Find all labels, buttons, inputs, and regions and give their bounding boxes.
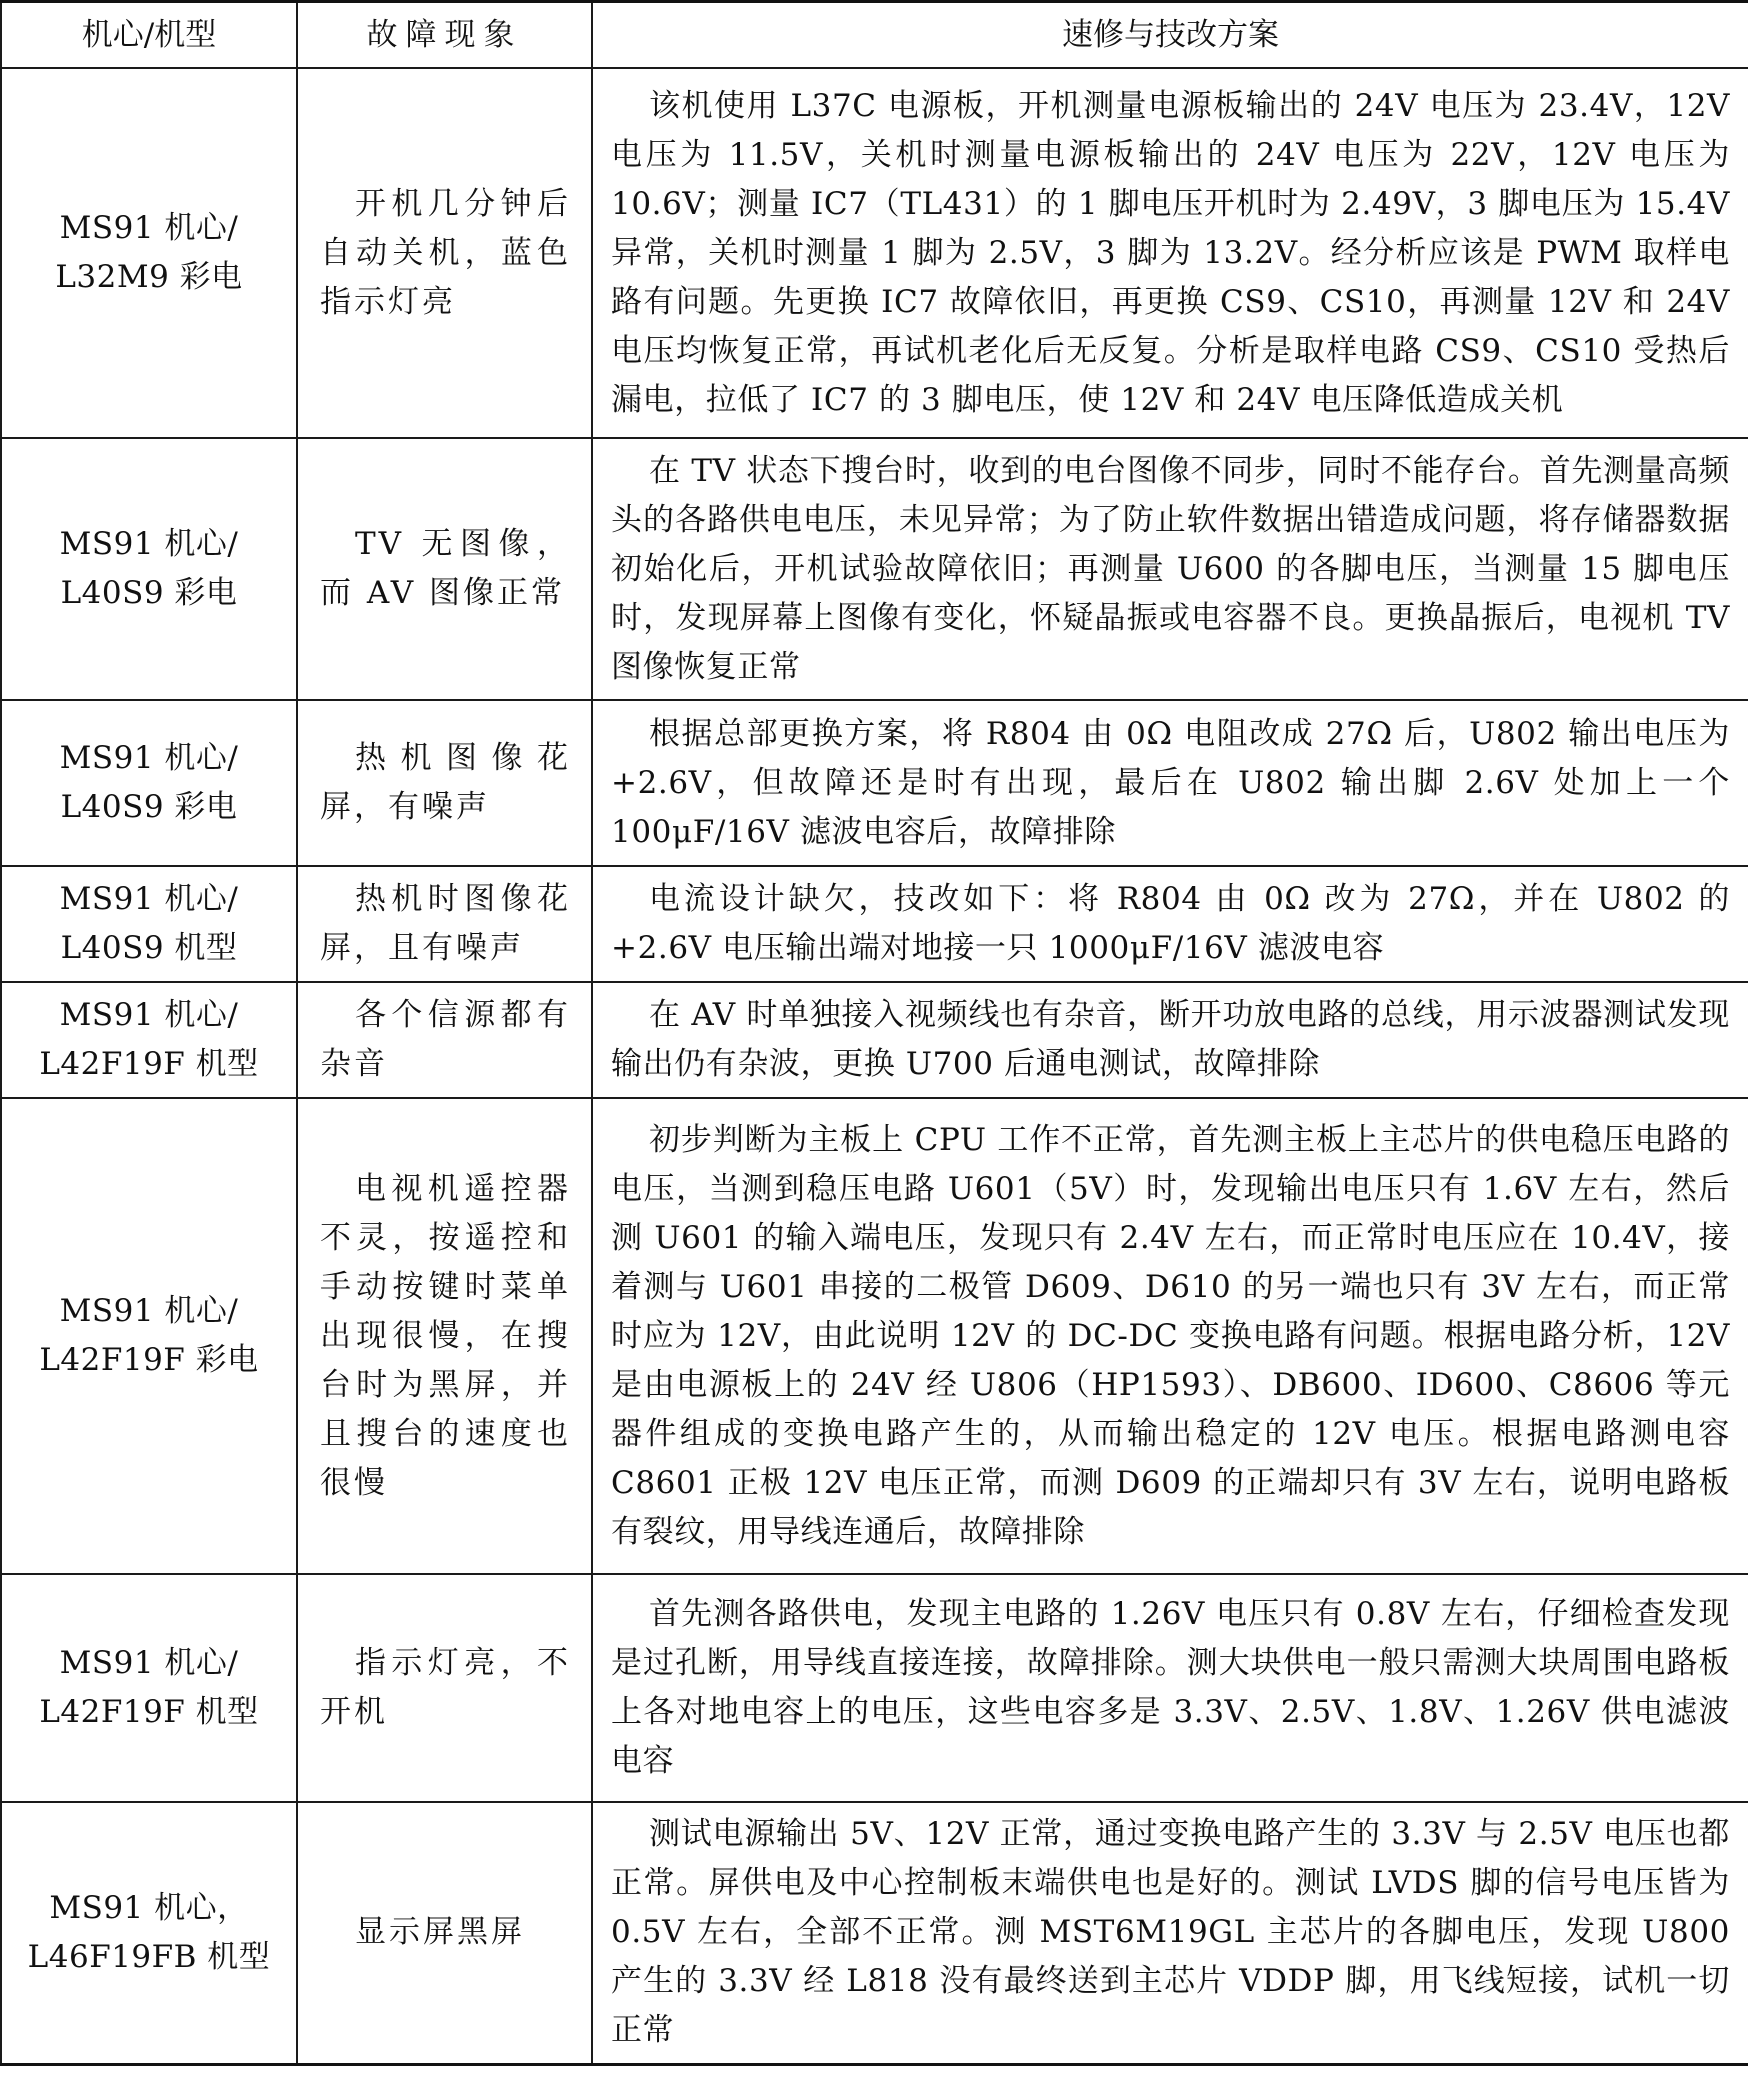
model-cell: MS91 机心/ L42F19F 机型: [1, 982, 297, 1098]
symptom-cell: TV 无图像，而 AV 图像正常: [297, 438, 592, 700]
symptom-cell: 热机时图像花屏，且有噪声: [297, 866, 592, 982]
symptom-cell: 开机几分钟后自动关机，蓝色指示灯亮: [297, 68, 592, 438]
solution-cell: 在 AV 时单独接入视频线也有杂音，断开功放电路的总线，用示波器测试发现输出仍有杂波，更换 U700 后通电测试，故障排除: [592, 982, 1748, 1098]
symptom-cell: 显示屏黑屏: [297, 1802, 592, 2064]
table-row: [1, 1574, 1748, 1802]
header-model: 机心/机型: [1, 2, 297, 69]
header-solution: 速修与技改方案: [592, 2, 1748, 69]
symptom-cell: 指示灯亮，不开机: [297, 1574, 592, 1802]
table-row: [1, 68, 1748, 438]
table-row: [1, 1802, 1748, 2064]
model-cell: MS91 机心/ L32M9 彩电: [1, 68, 297, 438]
model-cell: MS91 机心/ L40S9 彩电: [1, 700, 297, 866]
solution-cell: 首先测各路供电，发现主电路的 1.26V 电压只有 0.8V 左右，仔细检查发现是过孔断，用导线直接连接，故障排除。测大块供电一般只需测大块周围电路板上各对地电容上的电压，这些电容多是 3.3V、2.5V、1.8V、1.26V 供电滤波电容: [592, 1574, 1748, 1802]
model-cell: MS91 机心/ L40S9 机型: [1, 866, 297, 982]
table-row: [1, 1098, 1748, 1574]
solution-cell: 在 TV 状态下搜台时，收到的电台图像不同步，同时不能存台。首先测量高频头的各路供电电压，未见异常；为了防止软件数据出错造成问题，将存储器数据初始化后，开机试验故障依旧；再测量 U600 的各脚电压，当测量 15 脚电压时，发现屏幕上图像有变化，怀疑晶振或电容器不良。更换晶振后，电视机 TV 图像恢复正常: [592, 438, 1748, 700]
table-row: [1, 982, 1748, 1098]
symptom-cell: 热机图像花屏，有噪声: [297, 700, 592, 866]
model-cell: MS91 机心/ L42F19F 机型: [1, 1574, 297, 1802]
header-symptom: 故障现象: [297, 2, 592, 69]
symptom-cell: 各个信源都有杂音: [297, 982, 592, 1098]
symptom-cell: 电视机遥控器不灵，按遥控和手动按键时菜单出现很慢，在搜台时为黑屏，并且搜台的速度也很慢: [297, 1098, 592, 1574]
table-row: [1, 438, 1748, 700]
model-cell: MS91 机心/ L42F19F 彩电: [1, 1098, 297, 1574]
solution-cell: 初步判断为主板上 CPU 工作不正常，首先测主板上主芯片的供电稳压电路的电压，当测到稳压电路 U601（5V）时，发现输出电压只有 1.6V 左右，然后测 U601 的输入端电压，发现只有 2.4V 左右，而正常时电压应在 10.4V，接着测与 U601 串接的二极管 D609、D610 的另一端也只有 3V 左右，而正常时应为 12V，由此说明 12V 的 DC-DC 变换电路有问题。根据电路分析，12V 是由电源板上的 24V 经 U806（HP1593）、DB600、ID600、C8606 等元器件组成的变换电路产生的，从而输出稳定的 12V 电压。根据电路测电容 C8601 正极 12V 电压正常，而测 D609 的正端却只有 3V 左右，说明电路板有裂纹，用导线连通后，故障排除: [592, 1098, 1748, 1574]
table-row: [1, 866, 1748, 982]
solution-cell: 电流设计缺欠，技改如下：将 R804 由 0Ω 改为 27Ω，并在 U802 的 +2.6V 电压输出端对地接一只 1000μF/16V 滤波电容: [592, 866, 1748, 982]
model-cell: MS91 机心/ L40S9 彩电: [1, 438, 297, 700]
solution-cell: 根据总部更换方案，将 R804 由 0Ω 电阻改成 27Ω 后，U802 输出电压为 +2.6V，但故障还是时有出现，最后在 U802 输出脚 2.6V 处加上一个 100μF/16V 滤波电容后，故障排除: [592, 700, 1748, 866]
model-cell: MS91 机心， L46F19FB 机型: [1, 1802, 297, 2064]
solution-cell: 测试电源输出 5V、12V 正常，通过变换电路产生的 3.3V 与 2.5V 电压也都正常。屏供电及中心控制板末端供电也是好的。测试 LVDS 脚的信号电压皆为 0.5V 左右，全部不正常。测 MST6M19GL 主芯片的各脚电压，发现 U800 产生的 3.3V 经 L818 没有最终送到主芯片 VDDP 脚，用飞线短接，试机一切正常: [592, 1802, 1748, 2064]
solution-cell: 该机使用 L37C 电源板，开机测量电源板输出的 24V 电压为 23.4V，12V 电压为 11.5V，关机时测量电源板输出的 24V 电压为 22V，12V 电压为 10.6V；测量 IC7（TL431）的 1 脚电压开机时为 2.49V，3 脚电压为 15.4V 异常，关机时测量 1 脚为 2.5V，3 脚为 13.2V。经分析应该是 PWM 取样电路有问题。先更换 IC7 故障依旧，再更换 CS9、CS10，再测量 12V 和 24V 电压均恢复正常，再试机老化后无反复。分析是取样电路 CS9、CS10 受热后漏电，拉低了 IC7 的 3 脚电压，使 12V 和 24V 电压降低造成关机: [592, 68, 1748, 438]
table-row: [1, 700, 1748, 866]
header-row: [1, 2, 1748, 69]
